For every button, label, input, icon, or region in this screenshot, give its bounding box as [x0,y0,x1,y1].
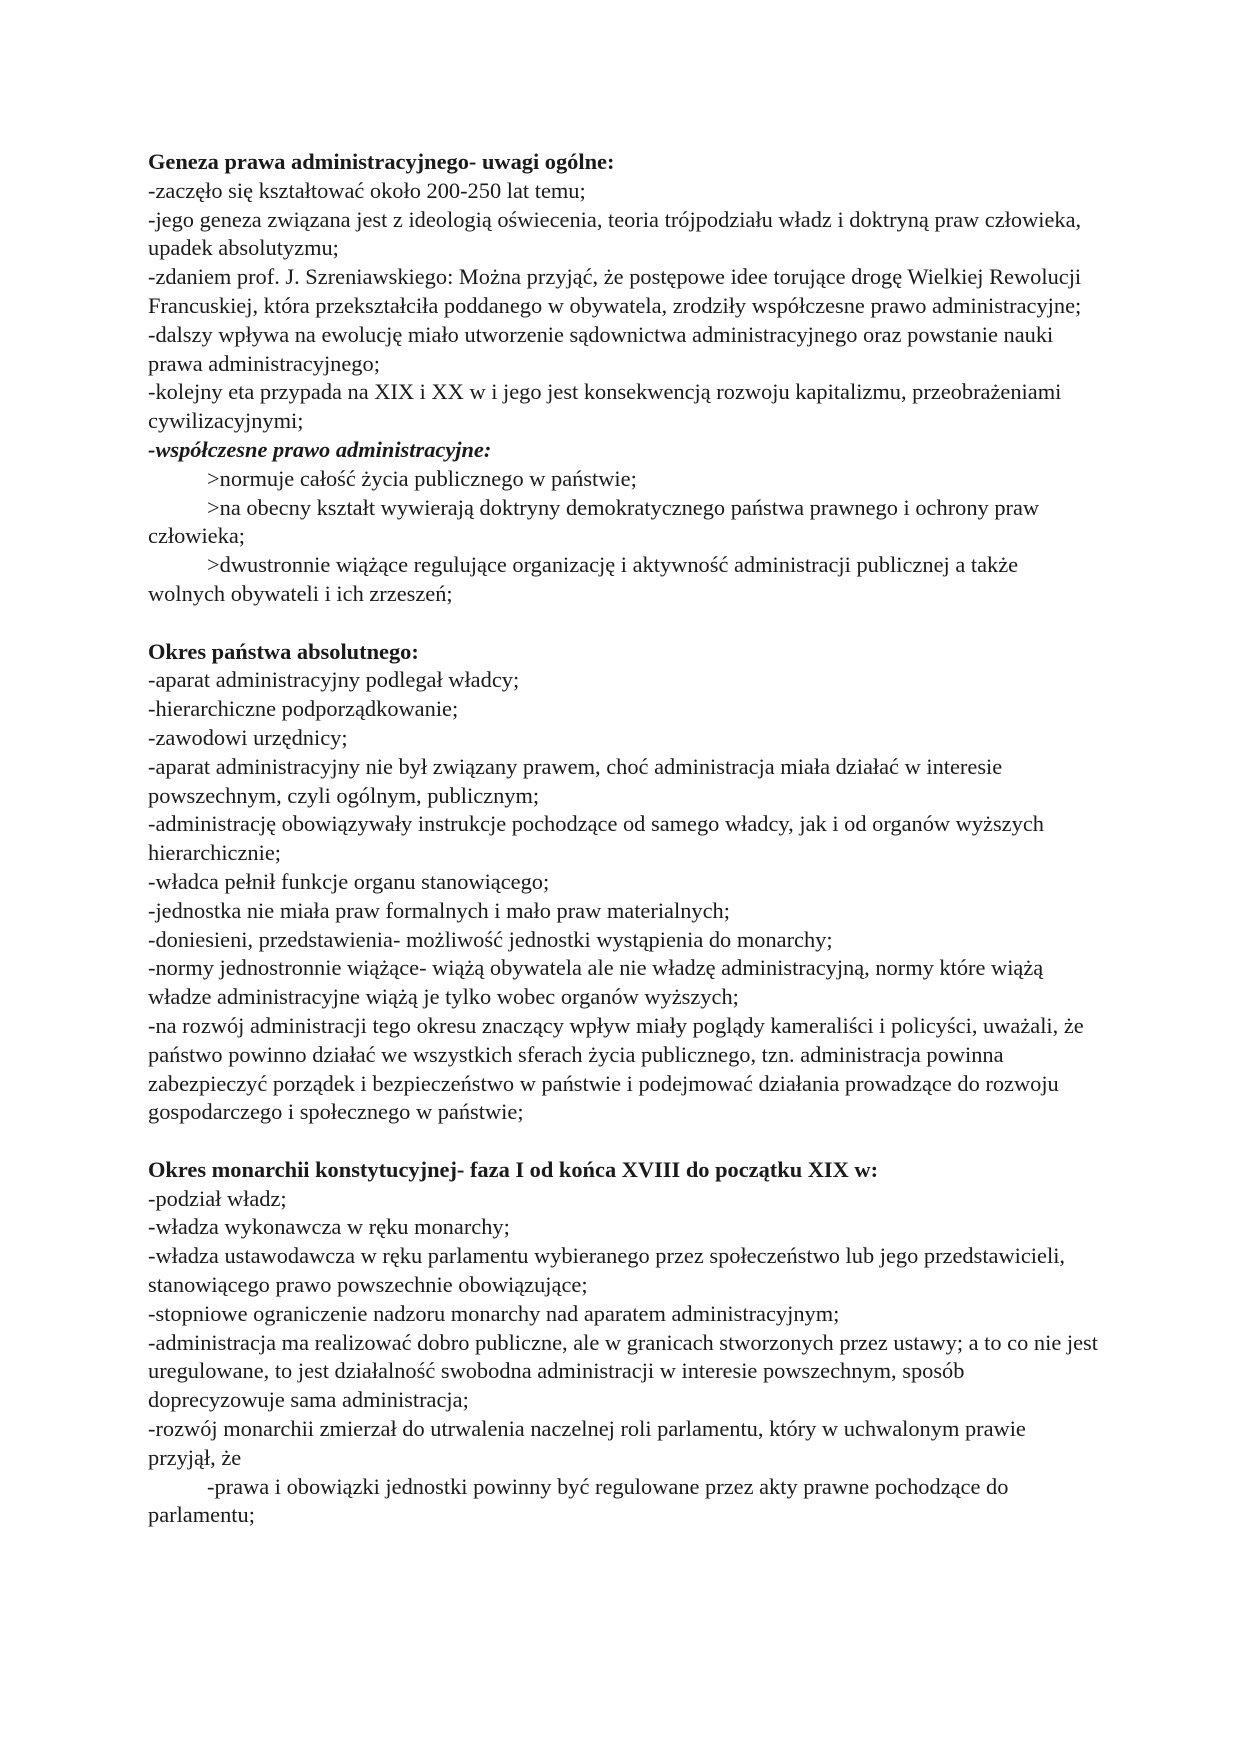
paragraph-line: -podział władz; [148,1185,287,1211]
paragraph-line: -na rozwój administracji tego okresu znaczący wpływ miały poglądy kameraliści i policyści, uważali, że państwo powinno działać we wszystkich sferach życia publicznego, tzn. administracja powinna zabezpieczyć porządek i bezpieczeństwo w państwie i podejmować działania prowadzące do rozwoju gospodarczego i społecznego w państwie; [148,1012,1084,1125]
subheading: -współczesne prawo administracyjne: [148,436,492,462]
paragraph-line: -zaczęło się kształtować około 200-250 lat temu; [148,177,586,203]
paragraph-line: -normy jednostronnie wiążące- wiążą obywatela ale nie władzę administracyjną, normy które wiążą władze administracyjne wiążą je tylko wobec organów wyższych; [148,955,1044,1010]
sub-paragraph-line: >na obecny kształt wywierają doktryny demokratycznego państwa prawnego i ochrony praw człowieka; [148,494,1040,549]
sub-paragraph-line: -prawa i obowiązki jednostki powinny być regulowane przez akty prawne pochodzące do parlamentu; [148,1473,1009,1528]
paragraph-line: -aparat administracyjny nie był związany prawem, choć administracja miała działać w interesie powszechnym, czyli ogólnym, publicznym; [148,753,1003,808]
sub-paragraph-line: >dwustronnie wiążące regulujące organizację i aktywność administracji publicznej a także wolnych obywateli i ich zrzeszeń; [148,552,1019,606]
section-heading: Okres monarchii konstytucyjnej- faza I od końca XVIII do początku XIX w: [148,1156,879,1182]
paragraph-line: -jednostka nie miała praw formalnych i mało praw materialnych; [148,897,730,923]
paragraph-line: -hierarchiczne podporządkowanie; [148,696,459,722]
paragraph-line: -dalszy wpływa na ewolucję miało utworzenie sądownictwa administracyjnego oraz powstanie nauki prawa administracyjnego; [148,321,1054,376]
section-gap [148,609,1098,638]
paragraph-line: -kolejny eta przypada na XIX i XX w i jego jest konsekwencją rozwoju kapitalizmu, przeobrażeniami cywilizacyjnymi; [148,379,1062,434]
section-geneza [148,148,1098,609]
paragraph-line: -władca pełnił funkcje organu stanowiącego; [148,868,550,894]
paragraph-line: -stopniowe ograniczenie nadzoru monarchy nad aparatem administracyjnym; [148,1300,840,1326]
section-heading: Geneza prawa administracyjnego- uwagi ogólne: [148,149,615,174]
paragraph-line: -administracja ma realizować dobro publiczne, ale w granicach stworzonych przez ustawy; a to co nie jest uregulowane, to jest działalność swobodna administracji w interesie powszechnym, sposób doprecyzowuje sama administracja; [148,1329,1098,1413]
document-page [148,148,1098,1530]
paragraph-line: -doniesieni, przedstawienia- możliwość jednostki wystąpienia do monarchy; [148,926,833,952]
section-monarchia [148,1156,1098,1530]
section-heading: Okres państwa absolutnego: [148,638,419,664]
paragraph-line: -jego geneza związana jest z ideologią oświecenia, teoria trójpodziału władz i doktryną praw człowieka, upadek absolutyzmu; [148,206,1082,261]
section-absolutne [148,638,1098,1128]
paragraph-line: -władza wykonawcza w ręku monarchy; [148,1214,510,1240]
paragraph-line: -zawodowi urzędnicy; [148,724,348,750]
paragraph-line: -władza ustawodawcza w ręku parlamentu wybieranego przez społeczeństwo lub jego przedstawicieli, stanowiącego prawo powszechnie obowiązujące; [148,1243,1066,1298]
section-gap [148,1127,1098,1156]
sub-paragraph-line: >normuje całość życia publicznego w państwie; [207,465,637,491]
paragraph-line: -aparat administracyjny podlegał władcy; [148,667,520,693]
paragraph-line: -zdaniem prof. J. Szreniawskiego: Można przyjąć, że postępowe idee torujące drogę Wielkiej Rewolucji Francuskiej, która przekształciła poddanego w obywatela, zrodziły współczesne prawo administracyjne; [148,264,1082,318]
paragraph-line: -administrację obowiązywały instrukcje pochodzące od samego władcy, jak i od organów wyższych hierarchicznie; [148,811,1044,866]
paragraph-line: -rozwój monarchii zmierzał do utrwalenia naczelnej roli parlamentu, który w uchwalonym prawie przyjął, że [148,1416,1026,1470]
